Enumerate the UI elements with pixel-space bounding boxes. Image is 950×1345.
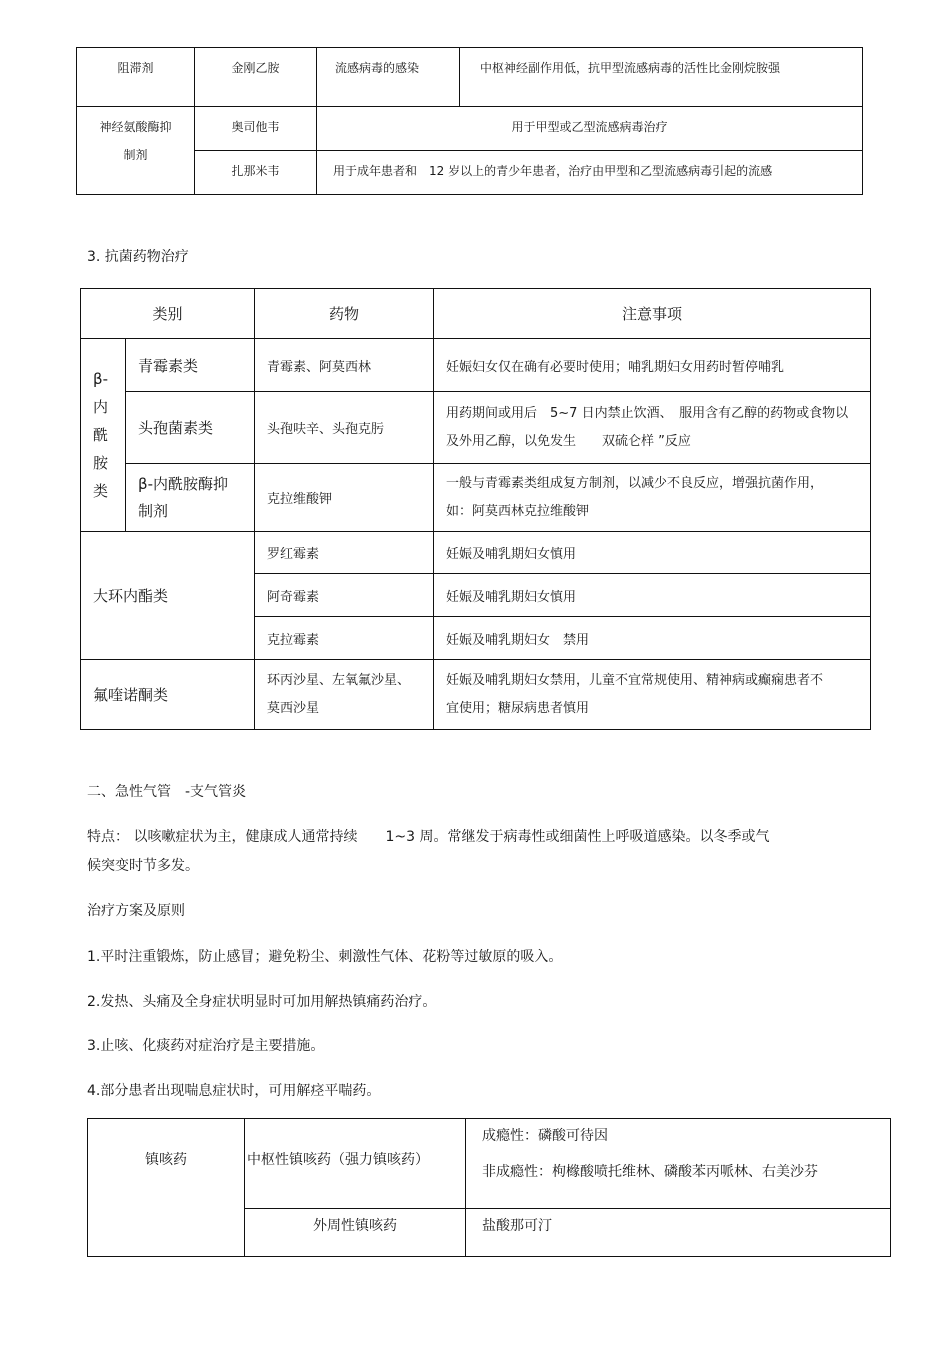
table-cell: 克拉维酸钾 — [255, 464, 434, 532]
group-label: 大环内酯类 — [81, 532, 255, 660]
group-char: 类 — [93, 482, 109, 500]
table-cell: 青霉素、阿莫西林 — [255, 339, 434, 392]
cell-line: 非成瘾性：枸橼酸喷托维林、磷酸苯丙哌林、右美沙芬 — [482, 1164, 818, 1180]
section-heading: 二、急性气管 -支气管炎 — [87, 784, 247, 800]
table-cell: 中枢性镇咳药（强力镇咳药） — [245, 1119, 466, 1209]
group-label — [81, 339, 126, 532]
table-cell — [434, 464, 871, 532]
group-char: 内 — [93, 398, 109, 416]
cell-line: β-内酰胺酶抑 — [138, 474, 228, 493]
group-char: 酰 — [93, 426, 109, 444]
table-cell: 奥司他韦 — [195, 107, 317, 151]
list-item: 2.发热、头痛及全身症状明显时可加用解热镇痛药治疗。 — [87, 994, 437, 1010]
cell-line: 莫西沙星 — [267, 700, 320, 716]
table-cell: 青霉素类 — [126, 339, 255, 392]
cell-line: 及外用乙醇，以免发生 双硫仑样 ”反应 — [446, 433, 691, 449]
cell-line: 环丙沙星、左氧氟沙星、 — [267, 672, 411, 688]
table-cell: 阻滞剂 — [77, 48, 195, 107]
table-cell: 妊娠及哺乳期妇女慎用 — [434, 532, 871, 574]
table-cell: 外周性镇咳药 — [245, 1209, 466, 1257]
table-cell: 克拉霉素 — [255, 617, 434, 660]
table-cell — [126, 464, 255, 532]
cell-line: 如：阿莫西林克拉维酸钾 — [446, 503, 590, 519]
table-cell — [255, 660, 434, 730]
table-cell: 盐酸那可汀 — [466, 1209, 891, 1257]
table-cell: 金刚乙胺 — [195, 48, 317, 107]
table-cell — [77, 107, 195, 195]
cell-line: 用药期间或用后 5~7 日内禁止饮酒、 服用含有乙醇的药物或食物以 — [446, 405, 849, 421]
column-header: 药物 — [255, 289, 434, 339]
antiviral-table — [76, 47, 863, 195]
cell-line: 成瘾性：磷酸可待因 — [482, 1128, 608, 1144]
table-cell — [434, 660, 871, 730]
table-cell: 头孢菌素类 — [126, 392, 255, 464]
cell-line: 宜使用；糖尿病患者慎用 — [446, 700, 590, 716]
table-cell: 妊娠妇女仅在确有必要时使用；哺乳期妇女用药时暂停哺乳 — [434, 339, 871, 392]
group-label: 氟喹诺酮类 — [81, 660, 255, 730]
table-cell: 流感病毒的感染 — [317, 48, 460, 107]
cell-line: 妊娠及哺乳期妇女禁用，儿童不宜常规使用、精神病或癫痫患者不 — [446, 672, 824, 688]
subheading: 治疗方案及原则 — [87, 903, 185, 919]
table-cell — [434, 392, 871, 464]
column-header: 类别 — [81, 289, 255, 339]
list-item: 1.平时注重锻炼，防止感冒；避免粉尘、刺激性气体、花粉等过敏原的吸入。 — [87, 949, 563, 965]
list-item: 3.止咳、化痰药对症治疗是主要措施。 — [87, 1038, 325, 1054]
table-cell: 用于成年患者和 12 岁以上的青少年患者，治疗由甲型和乙型流感病毒引起的流感 — [317, 151, 863, 195]
cell-line: 制剂 — [138, 501, 169, 520]
column-header: 注意事项 — [434, 289, 871, 339]
group-char: β- — [93, 370, 108, 388]
section-heading: 3. 抗菌药物治疗 — [87, 249, 189, 265]
table-cell — [466, 1119, 891, 1209]
table-cell: 妊娠及哺乳期妇女慎用 — [434, 574, 871, 617]
table-cell: 用于甲型或乙型流感病毒治疗 — [317, 107, 863, 151]
table-cell: 阿奇霉素 — [255, 574, 434, 617]
table-cell: 扎那米韦 — [195, 151, 317, 195]
antibiotic-table — [80, 288, 871, 730]
table-cell: 头孢呋辛、头孢克肟 — [255, 392, 434, 464]
antitussive-table — [87, 1118, 891, 1257]
table-cell: 罗红霉素 — [255, 532, 434, 574]
paragraph-line: 候突变时节多发。 — [87, 858, 199, 874]
list-item: 4.部分患者出现喘息症状时，可用解痉平喘药。 — [87, 1083, 381, 1099]
cell-line: 一般与青霉素类组成复方制剂，以减少不良反应，增强抗菌作用， — [446, 475, 824, 491]
paragraph-line: 特点： 以咳嗽症状为主，健康成人通常持续 1~3 周。常继发于病毒性或细菌性上呼吸道感染。以冬季或气 — [87, 829, 770, 845]
cell-line: 神经氨酸酶抑 — [99, 120, 172, 134]
table-cell: 中枢神经副作用低，抗甲型流感病毒的活性比金刚烷胺强 — [460, 48, 863, 107]
cell-line: 制剂 — [123, 148, 148, 162]
table-cell: 妊娠及哺乳期妇女 禁用 — [434, 617, 871, 660]
table-cell: 镇咳药 — [88, 1119, 245, 1257]
group-char: 胺 — [93, 454, 109, 472]
